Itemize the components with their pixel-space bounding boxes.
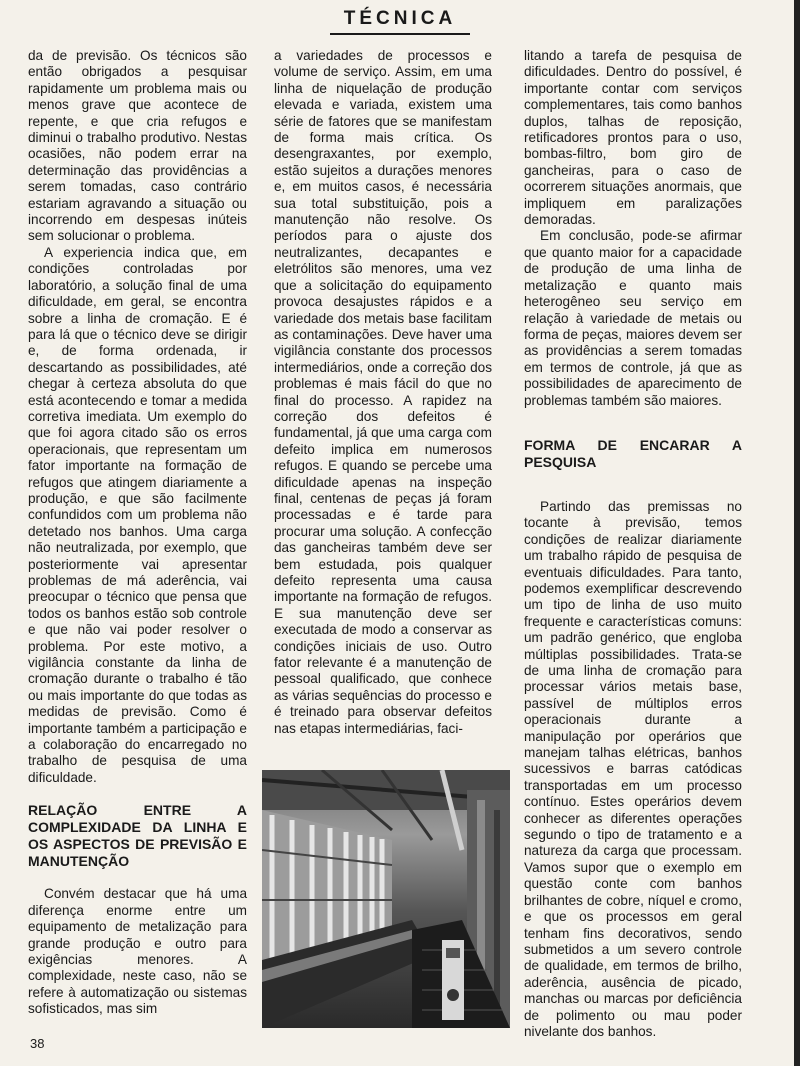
paragraph: Em conclusão, pode-se afirmar que quanto maior for a capacidade de produção de uma linha de metalização e quanto mais heterogêneo seu serviço em relação à variedade de metais ou forma de peças, maiores devem ser as providências a serem tomadas em termos de controle, já que as possibilidades de aparecimento de problemas também são maiores. <box>524 228 742 408</box>
page-number: 38 <box>30 1036 45 1051</box>
plating-line-photo-icon <box>262 770 510 1028</box>
column-1 <box>28 48 247 1018</box>
spacer <box>524 409 742 437</box>
section-title: TÉCNICA <box>330 8 470 35</box>
paragraph: Partindo das premissas no tocante à previsão, temos condições de realizar diariamente um trabalho rápido de pesquisa de eventuais dificuldades. Para tanto, podemos exemplificar descrevendo um tipo de linha de uso muito frequente e características comuns: um padrão genérico, que engloba múltiplas possibilidades. Trata-se de uma linha de cromação para processar vários metais base, passível de múltiplos erros operacionais durante a manipulação por operários que manejam talhas elétricas, banhos sucessivos e barras catódicas transportadas em um processo contínuo. Estes operários devem conhecer as diferentes operações segundo o tipo de tratamento e a natureza da carga que processam. Vamos supor que o exemplo em questão conte com banhos brilhantes de cobre, níquel e cromo, e que os processos em geral tenham fins decorativos, sendo submetidos a um severo controle de qualidade, em termos de brilho, aderência, ausência de picado, manchas ou marcas por deficiência de polimento ou mau poder nivelante dos banhos. <box>524 498 742 1039</box>
paragraph: Convém destacar que há uma diferença enorme entre um equipamento de metalização para grande produção e outro para exigências menores. A complexidade, neste caso, não se refere à automatização ou sistemas sofisticados, mas sim <box>28 886 247 1017</box>
section-heading: RELAÇÃO ENTRE A COMPLEXIDADE DA LINHA E OS ASPECTOS DE PREVISÃO E MANUTENÇÃO <box>28 802 247 870</box>
spacer <box>524 471 742 499</box>
paragraph: A experiencia indica que, em condições controladas por laboratório, a solução final de uma dificuldade, em geral, se encontra sobre a linha de cromação. E é para lá que o técnico deve se dirigir e, de forma ordenada, ir descartando as possibilidades, até chegar à certeza absoluta do que está acontecendo e tomar a medida corretiva imediata. Um exemplo do que foi agora citado são os erros operacionais, que representam um fator importante na formação de refugos que atingem diariamente a produção, e que são facilmente confundidos com um problema não detetado nos banhos. Uma carga não neutralizada, por exemplo, que posteriormente vai apresentar problemas de má aderência, vai preocupar o técnico que pensa que todos os banhos estão sob controle e que não vai poder resolver o problema. Por este motivo, a vigilância constante da linha de cromação durante o trabalho é tão ou mais importante do que todas as medidas de previsão. Como é importante também a participação e a colaboração do encarregado no trabalho de pesquisa de uma dificuldade. <box>28 244 247 785</box>
column-2 <box>274 48 492 737</box>
spacer <box>28 870 247 886</box>
section-heading: FORMA DE ENCARAR A PESQUISA <box>524 436 742 470</box>
spacer <box>28 786 247 802</box>
paragraph: da de previsão. Os técnicos são então obrigados a pesquisar rapidamente um problema mais ou menos grave que acontece de repente, e que cria refugos e diminui o trabalho produtivo. Nestas ocasiões, não podem errar na determinação das providências a serem tomadas, caso contrário estariam agravando a situação ou incorrendo em despesas inúteis sem solucionar o problema. <box>28 48 247 244</box>
plating-line-photo <box>262 770 510 1028</box>
page-header <box>0 8 800 35</box>
paragraph: litando a tarefa de pesquisa de dificuldades. Dentro do possível, é importante contar com serviços complementares, tais como banhos duplos, talhas de reposição, retificadores prontos para o uso, bombas-filtro, bom giro de gancheiras, para o caso de ocorrerem situações anormais, que impliquem em paralizações demoradas. <box>524 48 742 228</box>
column-3 <box>524 48 742 1040</box>
paragraph: a variedades de processos e volume de serviço. Assim, em uma linha de niquelação de produção elevada e variada, existem uma série de fatores que se manifestam de forma mais crítica. Os desengraxantes, por exemplo, estão sujeitos a durações menores e, em muitos casos, é necessária sua total substituição, pois a manutenção não resolve. Os períodos para o ajuste dos neutralizantes, decapantes e eletrólitos são menores, uma vez que a solicitação do equipamento provoca desajustes rápidos e a variedade dos metais base facilitam as contaminações. Deve haver uma vigilância constante dos processos intermediários, onde a correção dos problemas é mais fácil do que no final do processo. A rapidez na correção dos defeitos é fundamental, já que uma carga com defeito implica em numerosos refugos. E quando se percebe uma dificuldade apenas na inspeção final, centenas de peças já foram processadas e é tarde para procurar uma solução. A confecção das gancheiras também deve ser bem estudada, pois qualquer defeito representa uma causa importante na formação de refugos. E sua manutenção deve ser executada de modo a conservar as condições iniciais de uso. Outro fator relevante é a manutenção de pessoal qualificado, que conhece as várias sequências do processo e é treinado para observar defeitos nas etapas intermediárias, faci- <box>274 48 492 736</box>
page-edge <box>794 0 800 1066</box>
